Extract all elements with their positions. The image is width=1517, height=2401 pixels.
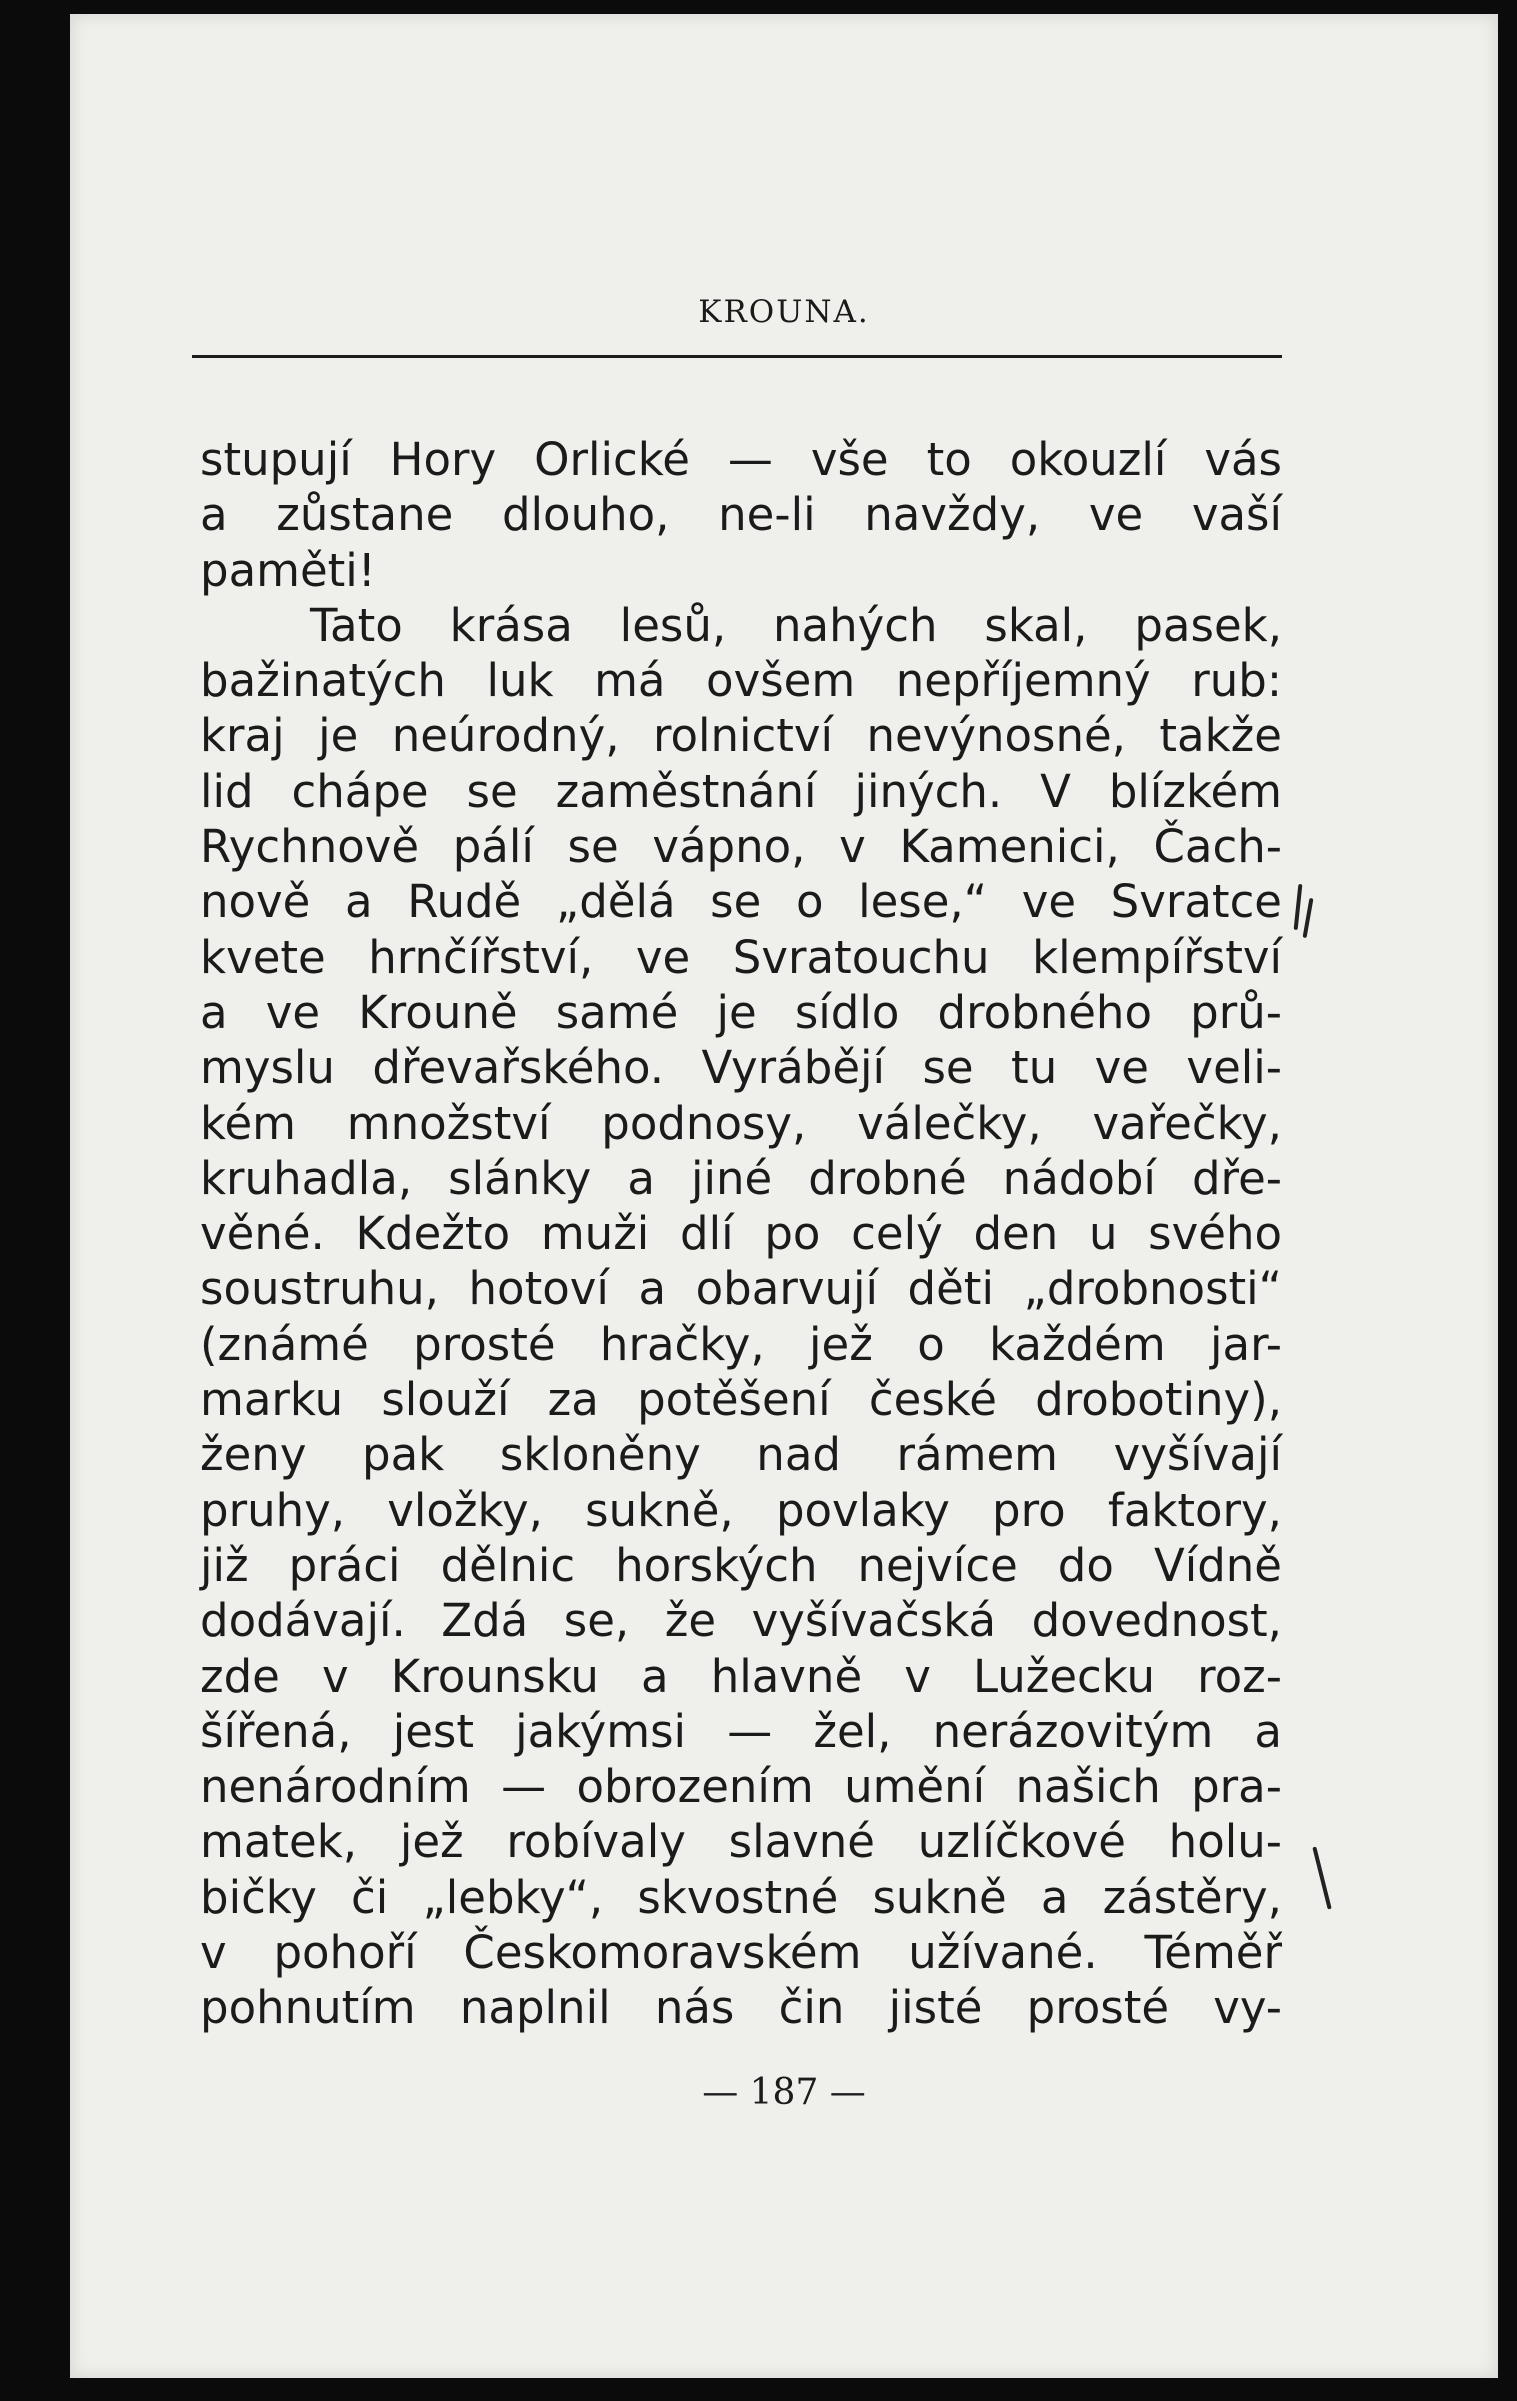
text-line: (známé prosté hračky, jež o každém jar-: [200, 1317, 1282, 1371]
margin-pencil-mark: [1303, 898, 1314, 938]
margin-pencil-mark: [1312, 1846, 1331, 1909]
text-line: paměti!: [200, 543, 376, 597]
body-text: [200, 432, 1282, 2036]
running-head: KROUNA.: [698, 294, 870, 330]
text-line: již práci dělnic horských nejvíce do Vídně: [200, 1538, 1282, 1592]
text-line: dodávají. Zdá se, že vyšívačská dovednost,: [200, 1594, 1282, 1648]
margin-pencil-mark: [1294, 884, 1303, 930]
book-page: [70, 14, 1498, 2378]
text-line: lid chápe se zaměstnání jiných. V blízkém: [200, 764, 1282, 818]
text-line: pohnutím naplnil nás čin jisté prosté vy-: [200, 1981, 1282, 2035]
text-line: myslu dřevařského. Vyrábějí se tu ve veli-: [200, 1041, 1282, 1095]
text-line: kvete hrnčířství, ve Svratouchu klempířství: [200, 930, 1282, 984]
text-line: nenárodním — obrozením umění našich pra-: [200, 1760, 1282, 1814]
text-line: matek, jež robívaly slavné uzlíčkové holu-: [200, 1815, 1282, 1869]
text-line: ženy pak skloněny nad rámem vyšívají: [200, 1428, 1282, 1482]
text-line: a ve Krouně samé je sídlo drobného prů-: [200, 985, 1282, 1039]
text-line: Rychnově pálí se vápno, v Kamenici, Čach-: [200, 820, 1282, 874]
text-line: zde v Krounsku a hlavně v Lužecku roz-: [200, 1649, 1282, 1703]
text-line: nově a Rudě „dělá se o lese,“ ve Svratce: [200, 875, 1282, 929]
text-line: stupují Hory Orlické — vše to okouzlí vás: [200, 433, 1282, 486]
text-line: marku slouží za potěšení české drobotiny),: [200, 1373, 1282, 1427]
text-line: kém množství podnosy, válečky, vařečky,: [200, 1096, 1282, 1150]
text-line: kruhadla, slánky a jiné drobné nádobí dře-: [200, 1151, 1282, 1205]
text-line: pruhy, vložky, sukně, povlaky pro faktory,: [200, 1483, 1282, 1537]
text-line: soustruhu, hotoví a obarvují děti „drobnosti“: [200, 1262, 1282, 1316]
text-line: věné. Kdežto muži dlí po celý den u svého: [200, 1207, 1282, 1261]
text-line: v pohoří Českomoravském užívané. Téměř: [200, 1926, 1282, 1980]
text-line: šířená, jest jakýmsi — žel, nerázovitým a: [200, 1704, 1282, 1758]
text-line: bičky či „lebky“, skvostné sukně a zástěry,: [200, 1870, 1282, 1924]
text-line: Tato krása lesů, nahých skal, pasek,: [310, 598, 1282, 652]
page-number: — 187 —: [702, 2072, 866, 2113]
text-line: bažinatých luk má ovšem nepříjemný rub:: [200, 654, 1282, 708]
text-line: a zůstane dlouho, ne-li navždy, ve vaší: [200, 488, 1282, 542]
text-line: kraj je neúrodný, rolnictví nevýnosné, takže: [200, 709, 1282, 763]
header-rule: [192, 355, 1282, 358]
